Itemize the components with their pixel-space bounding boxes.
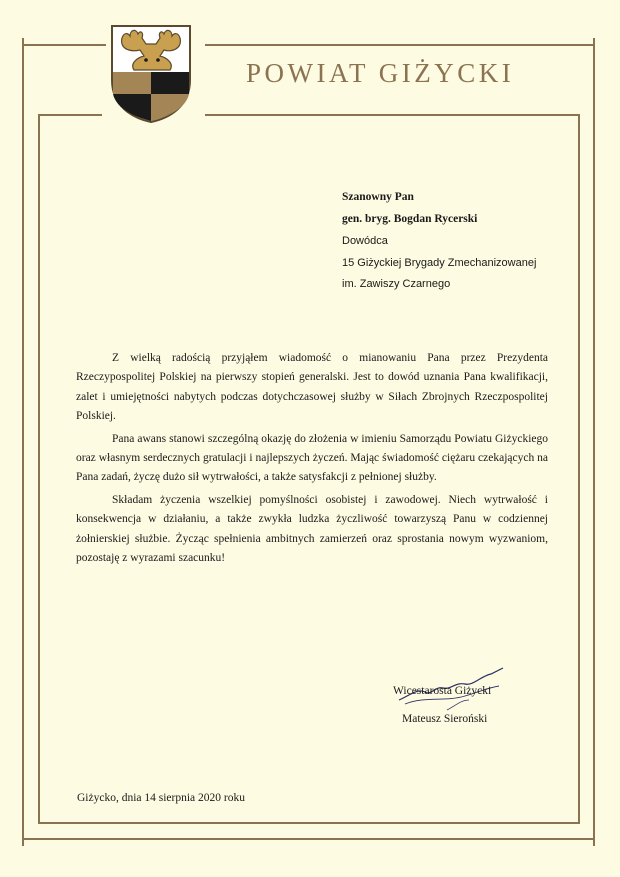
frame-inner-bottom [38, 822, 580, 824]
letter-paragraph-3: Składam życzenia wszelkiej pomyślności osobistej i zawodowej. Niech wytrwałość i konsekwencja w działaniu, a także zwykła ludzka życzliwość towarzyszą Panu w codziennej żołnierskiej służbie. Życząc spełnienia ambitnych zamierzeń oraz sprostania nowym wyzwaniom, pozostaję z wyrazami szacunku! [76, 493, 548, 565]
recipient-patron: im. Zawiszy Czarnego [342, 278, 451, 290]
frame-inner-top-left [38, 114, 102, 116]
letter-paragraph-2: Pana awans stanowi szczególną okazję do złożenia w imieniu Samorządu Powiatu Giżyckiego oraz własnym serdecznych gratulacji i najlepszych życzeń. Mając świadomość ciężaru czekających na Pana zadań, życzę dużo sił wytrwałości, a także satysfakcji z pełnionej służby. [76, 432, 548, 484]
deer-head-coat-of-arms-icon [108, 22, 194, 124]
frame-top-line [22, 44, 106, 46]
signatory-title: Wicestarosta Giżycki [393, 685, 492, 697]
recipient-name: gen. bryg. Bogdan Rycerski [342, 213, 478, 225]
recipient-salutation: Szanowny Pan [342, 191, 414, 203]
frame-inner-top-right [205, 114, 580, 116]
letter-paragraph-1: Z wielką radością przyjąłem wiadomość o mianowaniu Pana przez Prezydenta Rzeczypospolitej Polskiej na pierwszy stopień generalski. Jest to dowód uznania Pana kwalifikacji, zalet i umiejętności nabytych podczas dotychczasowej służby w Siłach Zbrojnych Rzeczpospolitej Polskiej. [76, 352, 548, 423]
document-letterhead-title: POWIAT GIŻYCKI [246, 58, 515, 88]
frame-top-line-right [205, 44, 595, 46]
frame-inner-right [578, 114, 580, 824]
frame-inner-left [38, 114, 40, 824]
place-and-date: Giżycko, dnia 14 sierpnia 2020 roku [77, 792, 245, 804]
signatory-name: Mateusz Sieroński [402, 713, 488, 725]
recipient-unit: 15 Giżyckiej Brygady Zmechanizowanej [342, 257, 537, 269]
frame-bottom-line [22, 838, 595, 840]
frame-right-line [593, 38, 595, 846]
recipient-position: Dowódca [342, 235, 388, 247]
frame-left-line [22, 38, 24, 846]
letter-body [76, 349, 548, 571]
